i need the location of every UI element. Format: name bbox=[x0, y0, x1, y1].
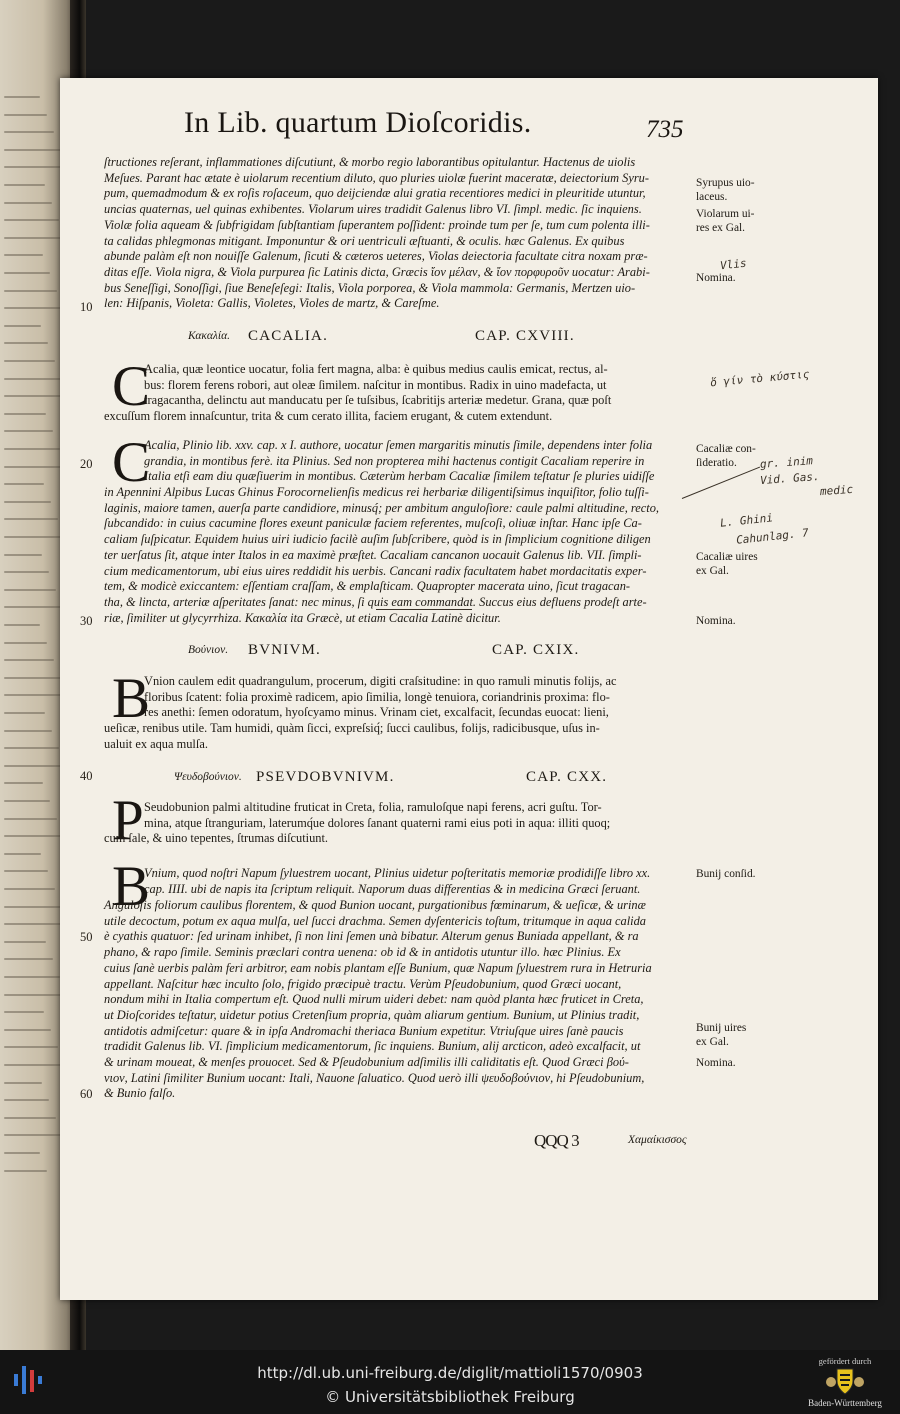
text-line: Vnion caulem edit quadrangulum, procerum, digiti craſsitudine: in quo ramuli minutis folijs, ac bbox=[144, 674, 617, 688]
text-line: phano, & rapo ſimile. Seminis præclari contra uenena: ob id & in antidotis utuntur illo. hæc Plinius. Ex bbox=[104, 945, 621, 960]
line-number: 30 bbox=[80, 614, 93, 628]
handwritten-strikethrough bbox=[376, 609, 472, 610]
facing-page-text-line bbox=[4, 782, 43, 784]
facing-page-text-line bbox=[4, 307, 64, 309]
text-line: ſtructiones reſerant, inflammationes diſcutiunt, & morbo regio laborantibus opitulantur. Hactenus de uiolis bbox=[104, 155, 636, 169]
text-line: ueſicæ, renibus utile. Tam humidi, quàm ſicci, expreſsiq́; ſucci caulibus, folijs, radicibusque, uſus in- bbox=[104, 721, 600, 735]
line-number: 20 bbox=[80, 457, 93, 471]
facing-page-text-line bbox=[4, 219, 59, 221]
facing-page-text-line bbox=[4, 994, 67, 996]
text-line: laginis, maiore tamen, auerſa parte candidiore, minusq́; per ambitum anguloſiore: caule palmi altitudine, recto, bbox=[104, 500, 659, 515]
greek-heading-bunium: Βούνιον. bbox=[188, 644, 229, 656]
text-line: ualuit ex aqua mulſa. bbox=[104, 736, 208, 751]
copyright-notice: © Universitätsbibliothek Freiburg bbox=[325, 1388, 575, 1406]
facing-page-text-line bbox=[4, 906, 62, 908]
dioscorides-text-cacalia-cont bbox=[144, 393, 611, 409]
line-number: 50 bbox=[80, 930, 93, 944]
dioscorides-text-pseudobunium-cont bbox=[104, 831, 328, 847]
facing-page-text-line bbox=[4, 378, 62, 380]
coat-of-arms-icon bbox=[823, 1367, 867, 1397]
text-line: ter uerſatus ſit, atque inter Italos in ea maximè præſtet. Cacaliam cancanon uocauit Galenus lib. VII. ſimpli- bbox=[104, 547, 642, 562]
section-title-bunium: BVNIVM. bbox=[248, 642, 321, 658]
section-title-cacalia: CACALIA. bbox=[248, 328, 329, 344]
margin-note: Syrupus uio- bbox=[696, 177, 755, 189]
facing-page-text-line bbox=[4, 466, 67, 468]
dropcap: P bbox=[112, 789, 144, 852]
facing-page-text-line bbox=[4, 448, 60, 450]
handwritten-pointer-line bbox=[682, 467, 760, 499]
margin-note: Nomina. bbox=[696, 615, 736, 627]
facing-page-text-line bbox=[4, 483, 44, 485]
facing-page-text-line bbox=[4, 96, 40, 98]
sponsor-name: Baden-Württemberg bbox=[808, 1398, 882, 1408]
text-line: & Bunio falſo. bbox=[104, 1086, 176, 1101]
facing-page-text-line bbox=[4, 747, 59, 749]
text-line: len: Hiſpanis, Violeta: Gallis, Violetes, Violes de martz, & Careſme. bbox=[104, 296, 440, 311]
facing-page-text-line bbox=[4, 1099, 49, 1101]
sponsor-label: gefördert durch bbox=[818, 1356, 872, 1366]
text-line: in Apennini Alpibus Lucas Ghinus Forocornelienſis medicus rei herbariæ diligentiſsimus inquiſitor, folio tuſſi- bbox=[104, 485, 649, 499]
facing-page-text-line bbox=[4, 624, 40, 626]
facing-page-text-line bbox=[4, 166, 68, 168]
handwritten-note: Vid. Gas. bbox=[759, 469, 820, 488]
text-line: cium medicamentorum, ubi eius uires reddidit his uerbis. Cancani radix facultatem habet mordacitatis exper- bbox=[104, 563, 647, 578]
commentary-cacalia-cont bbox=[104, 485, 659, 626]
facing-page-text-line bbox=[4, 1011, 44, 1013]
text-line: riæ, ſimiliter ut glycyrrhiza. Κακαλία ita Græcè, ut etiam Cacalia Latinè dicitur. bbox=[104, 610, 501, 625]
facing-page-text-line bbox=[4, 589, 56, 591]
facing-page-text-line bbox=[4, 554, 42, 556]
facing-page-text-line bbox=[4, 501, 51, 503]
commentary-bunium bbox=[144, 866, 650, 897]
text-line: Italia etſi eam diu quæſiuerim in montibus. Cæterùm herbam Cacaliæ ſimilem teſtatur ſe pluries uidiſſe bbox=[144, 469, 655, 484]
dropcap: C bbox=[112, 355, 151, 418]
facing-page-text-line bbox=[4, 941, 46, 943]
margin-note: laceus. bbox=[696, 191, 728, 203]
text-line: Violæ folia aqueam & ſubfrigidam ſubſtantiam ſuperantem poſſident: proinde tum per ſe, tum cum polenta illi- bbox=[104, 217, 650, 232]
facing-page-text-line bbox=[4, 888, 55, 890]
facing-page-text-line bbox=[4, 642, 47, 644]
facing-page-text-line bbox=[4, 1064, 65, 1066]
text-line: bus Seneſſigi, Sonoſſigi, ſiue Beneſeſegi: Italis, Viola porporea, & Viola mammola: Germanis, Mertzen uio- bbox=[104, 280, 636, 295]
commentary-cacalia bbox=[144, 438, 654, 485]
section-title-pseudobunium: PSEVDOBVNIVM. bbox=[256, 769, 395, 785]
text-line: bus: florem ferens robori, aut oleæ ſimilem. naſcitur in montibus. Radix in uino madefacta, ut bbox=[144, 377, 607, 392]
facing-page-text-line bbox=[4, 430, 53, 432]
text-line: cap. IIII. ubi de napis ita ſcriptum reliquit. Naporum duas differentias & in medicina Græci ſeruant. bbox=[144, 881, 641, 896]
book-page bbox=[60, 78, 878, 1300]
dioscorides-text-cacalia bbox=[144, 362, 608, 393]
folio-number: 735 bbox=[646, 116, 684, 143]
facing-page-text-line bbox=[4, 413, 46, 415]
catchword: Χαμαίκισσος bbox=[628, 1134, 687, 1146]
chapter-number-cacalia: CAP. CXVIII. bbox=[475, 328, 575, 344]
facing-page-text-line bbox=[4, 818, 57, 820]
handwritten-note: ὅ γίν τὸ κύστις bbox=[709, 367, 810, 390]
margin-note: Cacaliæ uires bbox=[696, 551, 758, 563]
facing-page-text-line bbox=[4, 114, 47, 116]
line-number: 10 bbox=[80, 300, 93, 314]
dioscorides-text-bunium-cont bbox=[104, 721, 600, 752]
facing-page-text-line bbox=[4, 1134, 63, 1136]
handwritten-note: Vlis bbox=[719, 256, 748, 273]
text-line: ditas eſſe. Viola nigra, & Viola purpurea ſic Latinis dicta, Græcis ἴον μέλαν, & ἴον πορφυροῦν uocatur: Arabi- bbox=[104, 264, 650, 279]
text-line: Meſues. Parant hac ætate è uiolarum recentium diluto, quo pluries uiolæ fuerint maceratæ, deiectorium Syru- bbox=[104, 170, 649, 185]
text-line: è cyathis quatuor: ſed urinam inhibet, ſi non lini ſemen unà bibatur. Alterum genus Buniada appellant, & ra bbox=[104, 929, 639, 944]
facing-page-text-line bbox=[4, 694, 68, 696]
facing-page-text-line bbox=[4, 184, 45, 186]
text-line: caliam ſuſpicatur. Equidem huius uiri iudicio facilè auſim ſubſcribere, quòd is in ſimplicium cognitione diligen bbox=[104, 532, 651, 547]
facing-page-text-line bbox=[4, 1152, 40, 1154]
running-title: In Lib. quartum Dioſcoridis. bbox=[184, 106, 532, 139]
text-line: ſubcandido: in cuius cacumine flores exeunt paniculæ faciem referentes, muſcoſi, oliuæ inſtar. Hanc ipſe Ca- bbox=[104, 516, 642, 531]
text-line: res anethi: ſemen odoratum, hyoſcyamo minus. Vrinam ciet, excalfacit, ſecundas euocat: lieni, bbox=[144, 705, 609, 720]
text-line: νιον, Latini ſimiliter Bunium uocant: Itali, Nauone ſaluatico. Quod uerò illi ψευδοβούνιον, hi Pſeudobunium, bbox=[104, 1070, 645, 1085]
text-line: tha, & lincta, arteriæ aſperitates ſanat: nec minus, ſi quis eam commandat. Succus eius defluens prodeſt arte- bbox=[104, 594, 647, 609]
facing-page-text-line bbox=[4, 870, 48, 872]
facing-page-text-line bbox=[4, 202, 52, 204]
text-line: ta calidas phlegmonas mitigant. Imponuntur & ori uentriculi æſtuanti, & oculis. hæc Galenus. Ex quibus bbox=[104, 233, 625, 248]
facing-page-text-line bbox=[4, 272, 50, 274]
greek-heading-cacalia: Κακαλία. bbox=[188, 330, 231, 342]
text-line: & urinam moueat, & menſes prouocet. Sed & Pſeudobunium adſimilis illi caliditatis eſt. Quod Græci βού- bbox=[104, 1055, 629, 1070]
facing-page-text-line bbox=[4, 360, 55, 362]
text-line: tem, & modicè exiccantem: eſſentiam craſſam, & emplaſticam. Quapropter macerata uino, ſicut tragacan- bbox=[104, 579, 631, 594]
facing-page-text-line bbox=[4, 835, 64, 837]
facing-page-text-line bbox=[4, 1029, 51, 1031]
text-line: cum ſale, & uino tepentes, ſtrumas diſcutiunt. bbox=[104, 831, 329, 845]
facing-page-text-line bbox=[4, 976, 60, 978]
dropcap: C bbox=[112, 431, 151, 494]
facing-page-text-line bbox=[4, 677, 61, 679]
facing-page-text-line bbox=[4, 518, 58, 520]
text-line: Acalia, Plinio lib. xxv. cap. x I. authore, uocatur ſemen margaritis minutis ſimile, dependens inter folia bbox=[144, 438, 653, 452]
intro-paragraph bbox=[104, 155, 650, 312]
line-number: 40 bbox=[80, 769, 93, 783]
text-line: abunde palàm eſt non nouiſſe Galenum, ſicuti & cæteros ueteres, Violas deiectoria facultate citra noxam præ- bbox=[104, 249, 648, 264]
dioscorides-text-cacalia-end bbox=[104, 409, 552, 425]
text-line: grandia, in montibus ferè. ita Plinius. Sed non propterea mihi hactenus contigit Cacaliam reperire in bbox=[144, 453, 645, 468]
facing-page-text-line bbox=[4, 254, 43, 256]
facing-page-text-line bbox=[4, 853, 41, 855]
signature-mark: QQQ 3 bbox=[534, 1131, 579, 1150]
facing-page-text-line bbox=[4, 325, 41, 327]
facing-page-text-line bbox=[4, 1046, 58, 1048]
handwritten-note: medic bbox=[819, 482, 854, 499]
facing-page-text-line bbox=[4, 131, 54, 133]
facing-page-text-line bbox=[4, 536, 65, 538]
facing-page-text-line bbox=[4, 571, 49, 573]
dioscorides-text-pseudobunium bbox=[144, 800, 610, 831]
handwritten-note: Cahunlag. 7 bbox=[735, 526, 810, 547]
text-line: Anguloſis foliorum caulibus florentem, & quod Bunion uocant, purgationibus fœminarum, & ueſicæ, & urinæ bbox=[104, 898, 646, 912]
text-line: antidotis admiſcetur: quare & in ipſa Andromachi theriaca Bunium expetitur. Vtriuſque uires ſanè paucis bbox=[104, 1023, 624, 1038]
text-line: mina, atque ſtranguriam, laterumq́ue dolores ſanant quaterni rami eius poti in aqua: illiti quoq; bbox=[144, 815, 611, 830]
facing-page-text-line bbox=[4, 712, 45, 714]
permalink-url[interactable]: http://dl.ub.uni-freiburg.de/diglit/mattioli1570/0903 bbox=[257, 1364, 643, 1382]
margin-note: res ex Gal. bbox=[696, 222, 746, 234]
text-line: excuſſum florem innaſcuntur, trita & cum cerato illita, faciem erugant, & cutem extendunt. bbox=[104, 409, 553, 423]
margin-note: Bunij uires bbox=[696, 1022, 747, 1034]
facing-page-text-line bbox=[4, 1082, 42, 1084]
text-line: cuius ſanè uerbis palàm feri arbitror, eam nobis plantam eſſe Bunium, quæ Napum ſyluestrem rura in Hetruria bbox=[104, 960, 652, 975]
text-line: tradidit Galenus lib. VI. ſimplicium medicamentorum, ſic inquiens. Bunium, alij arcticon, adeò excalfacit, ut bbox=[104, 1039, 641, 1054]
facing-page-text-line bbox=[4, 730, 52, 732]
text-line: utile decoctum, potum ex aqua mulſa, uel ſucci drachma. Semen dyſentericis toſtum, tritumque in aqua calida bbox=[104, 913, 646, 928]
handwritten-note: L. Ghini bbox=[719, 511, 774, 530]
greek-heading-pseudobunium: Ψευδοβούνιον. bbox=[174, 771, 242, 783]
margin-note: ex Gal. bbox=[696, 1036, 729, 1048]
dropcap: B bbox=[112, 667, 151, 730]
margin-note: Cacaliæ con- bbox=[696, 443, 756, 455]
text-line: Acalia, quæ leontice uocatur, folia fert magna, alba: è quibus medius caulis emicat, rectus, al- bbox=[144, 362, 608, 376]
facing-page-text-line bbox=[4, 149, 61, 151]
facing-page-text-line bbox=[4, 1117, 56, 1119]
line-number: 60 bbox=[80, 1087, 93, 1101]
dioscorides-text-bunium bbox=[144, 674, 616, 721]
dropcap: B bbox=[112, 855, 151, 918]
facing-page-text-line bbox=[4, 1170, 47, 1172]
margin-note: Violarum ui- bbox=[696, 208, 755, 220]
text-line: floribus ſcatent: folia proximè radicem, apio ſimilia, longè tenuiora, coriandrinis proxima: flo- bbox=[144, 689, 610, 704]
commentary-bunium-cont bbox=[104, 898, 652, 1102]
margin-note: ex Gal. bbox=[696, 565, 729, 577]
margin-note: Nomina. bbox=[696, 272, 736, 284]
text-line: Vnium, quod noſtri Napum ſyluestrem uocant, Plinius uidetur poſteritatis memoriæ prodidiſſe libro xx. bbox=[144, 866, 651, 880]
facing-page-text-line bbox=[4, 342, 48, 344]
text-line: nondum mihi in Italia compertum eſt. Quod nulli mirum uideri debet: nam quòd planta hæc fruticet in Creta, bbox=[104, 992, 644, 1007]
facing-page-text-line bbox=[4, 659, 54, 661]
viewer-footer bbox=[0, 1350, 900, 1414]
text-line: ut Dioſcorides teſtatur, uidetur potius Cretenſium propria, quàm aliarum gentium. Bunium, ut Plinius tradit, bbox=[104, 1007, 640, 1022]
facing-page-text-line bbox=[4, 765, 66, 767]
margin-note: Nomina. bbox=[696, 1057, 736, 1069]
text-line: appellant. Naſcitur hæc inculto ſolo, frigido præcipuè tractu. Verùm Pſeudobunium, quod Græci uocant, bbox=[104, 976, 622, 991]
facing-page-text-line bbox=[4, 290, 57, 292]
facing-page-text-line bbox=[4, 800, 50, 802]
text-line: Seudobunion palmi altitudine fruticat in Creta, folia, ramuloſque napi ferens, acri guſtu. Tor- bbox=[144, 800, 602, 814]
text-line: tragacantha, delinctu aut manducatu per ſe tuſsibus, ſcabritijs arteriæ medetur. Grana, quæ poſt bbox=[144, 393, 612, 407]
text-line: uncias quaternas, uel quinas exhibentes. Violarum uires tradidit Galenus libro VI. ſimpl. medic. ſic inquiens. bbox=[104, 202, 642, 217]
chapter-number-pseudobunium: CAP. CXX. bbox=[526, 769, 608, 785]
facing-page-text-line bbox=[4, 606, 63, 608]
facing-page-text-line bbox=[4, 237, 66, 239]
text-line: pum, quemadmodum & ex roſis roſaceum, quo deijciendæ alui gratia recentiores medici in pleuritide utuntur, bbox=[104, 186, 646, 201]
handwritten-note: gr. inim bbox=[759, 454, 814, 471]
facing-page-text-line bbox=[4, 958, 53, 960]
margin-note: ſideratio. bbox=[696, 457, 737, 469]
chapter-number-bunium: CAP. CXIX. bbox=[492, 642, 580, 658]
margin-note: Bunij conſid. bbox=[696, 868, 756, 880]
